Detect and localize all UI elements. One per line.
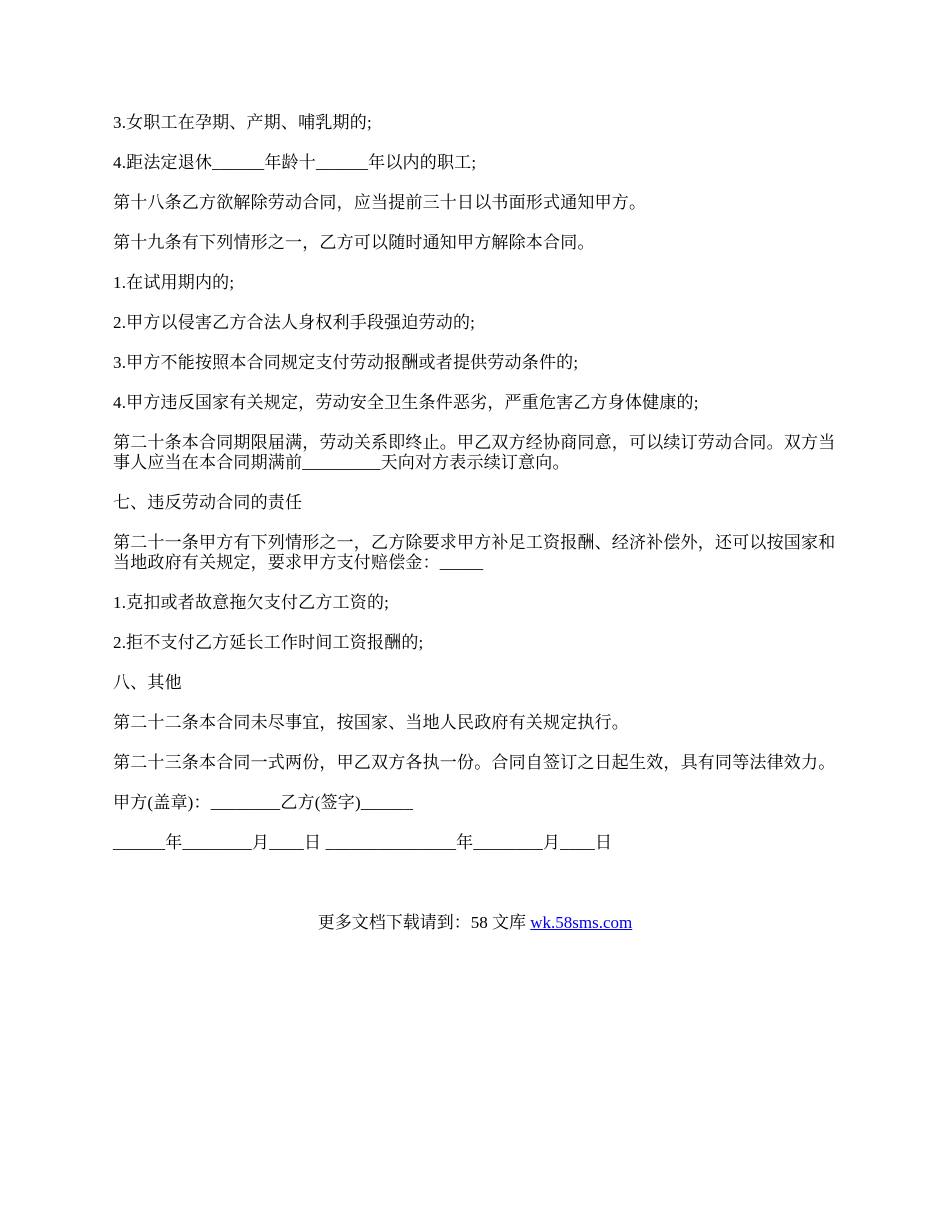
- list-item-pregnancy: 3.女职工在孕期、产期、哺乳期的;: [113, 113, 372, 132]
- list-item-forced-labor: 2.甲方以侵害乙方合法人身权利手段强迫劳动的;: [113, 313, 476, 332]
- list-item-safety: 4.甲方违反国家有关规定，劳动安全卫生条件恶劣，严重危害乙方身体健康的;: [113, 393, 699, 412]
- list-item-retirement: 4.距法定退休______年龄十______年以内的职工;: [113, 153, 477, 172]
- article-23: 第二十三条本合同一式两份，甲乙双方各执一份。合同自签订之日起生效，具有同等法律效力。: [113, 753, 836, 772]
- list-item-probation: 1.在试用期内的;: [113, 273, 235, 292]
- section-heading-7: 七、违反劳动合同的责任: [113, 493, 303, 512]
- document-body: [113, 113, 843, 873]
- footer-text: 更多文档下载请到：58 文库: [317, 913, 531, 932]
- download-footer: [0, 913, 950, 933]
- list-item-overtime-pay: 2.拒不支付乙方延长工作时间工资报酬的;: [113, 633, 424, 652]
- footer-link[interactable]: wk.58sms.com: [530, 913, 633, 932]
- date-line: ______年________月____日 _______________年________月____日: [113, 833, 613, 852]
- article-22: 第二十二条本合同未尽事宜，按国家、当地人民政府有关规定执行。: [113, 713, 629, 732]
- article-21: 第二十一条甲方有下列情形之一，乙方除要求甲方补足工资报酬、经济补偿外，还可以按国家和当地政府有关规定，要求甲方支付赔偿金：_____: [113, 533, 836, 572]
- article-20: 第二十条本合同期限届满，劳动关系即终止。甲乙双方经协商同意，可以续订劳动合同。双方当事人应当在本合同期满前_________天向对方表示续订意向。: [113, 433, 836, 472]
- list-item-withheld-wages: 1.克扣或者故意拖欠支付乙方工资的;: [113, 593, 390, 612]
- list-item-pay-conditions: 3.甲方不能按照本合同规定支付劳动报酬或者提供劳动条件的;: [113, 353, 579, 372]
- article-18: 第十八条乙方欲解除劳动合同，应当提前三十日以书面形式通知甲方。: [113, 193, 647, 212]
- section-heading-8: 八、其他: [113, 673, 182, 692]
- signature-line: 甲方(盖章)：________乙方(签字)______: [113, 793, 414, 812]
- article-19: 第十九条有下列情形之一，乙方可以随时通知甲方解除本合同。: [113, 233, 595, 252]
